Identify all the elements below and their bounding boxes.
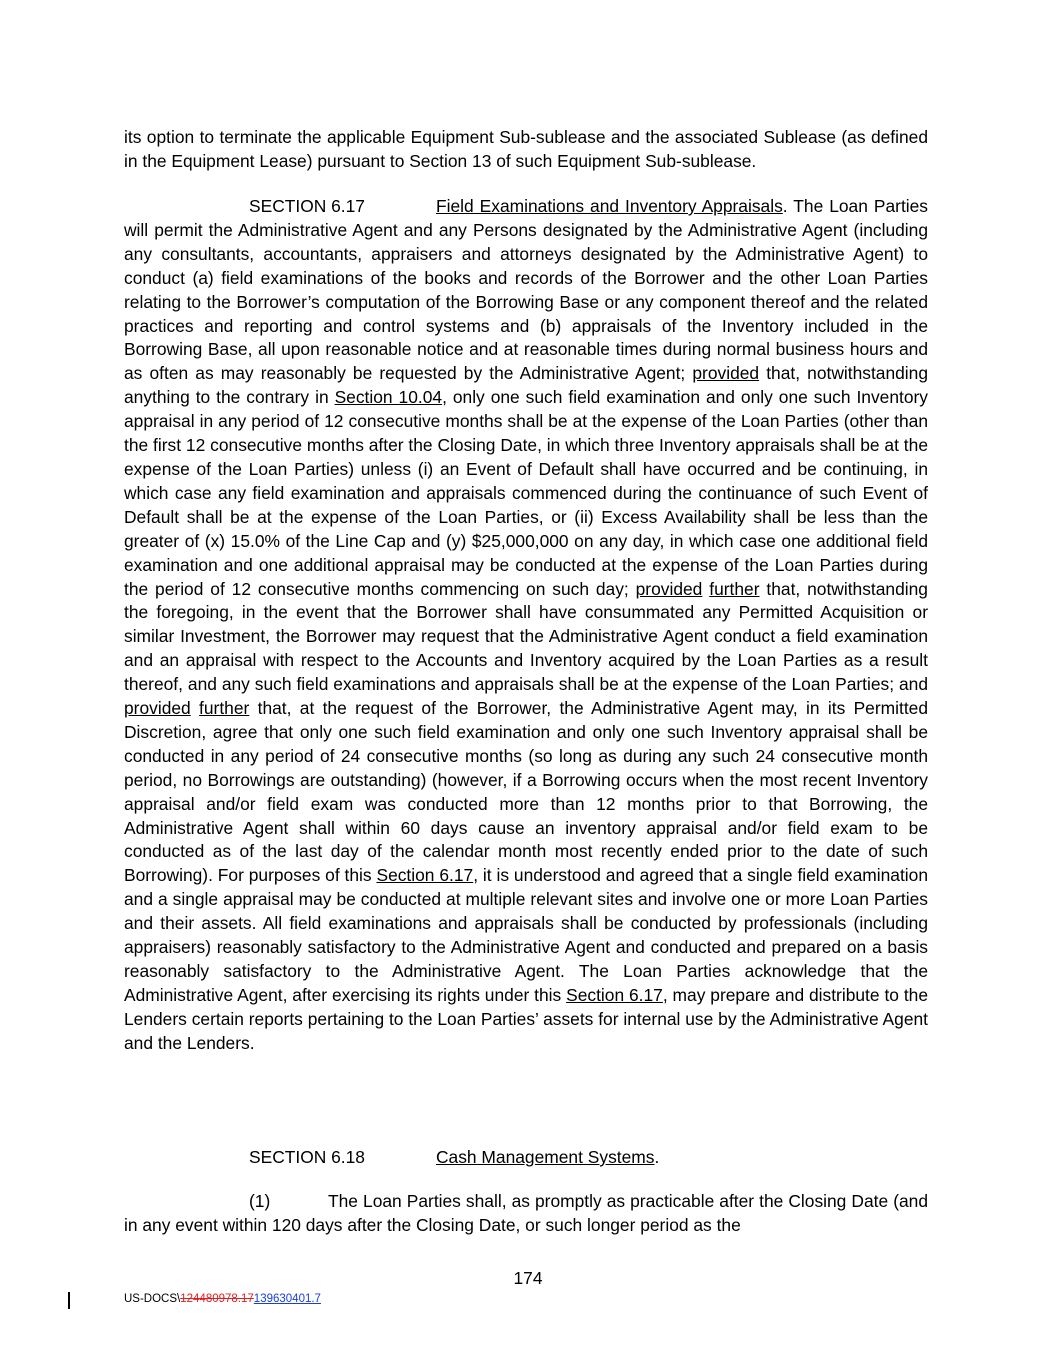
section-6-17-paragraph <box>124 195 928 1056</box>
inserted-doc-id: 139630401.7 <box>253 1293 321 1305</box>
provided-term: provided <box>124 698 191 719</box>
heading-period: . <box>654 1147 660 1167</box>
change-bar <box>68 1292 70 1309</box>
body-text: , it is understood and agreed that a single field examination and a single appraisal may be conducted at multiple relevant sites and involve one or more Loan Parties and their assets. All field examinations and appraisals shall be conducted by professionals (including appraisers) reasonably satisfactory to the Administrative Agent and conducted and prepared on a basis reasonably satisfactory to the Administrative Agent. The Loan Parties acknowledge that the Administrative Agent, after exercising its rights under this <box>124 865 928 1005</box>
paragraph-continuation: its option to terminate the applicable Equipment Sub-sublease and the associated Sublease (as defined in the Equipment Lease) pursuant to Section 13 of such Equipment Sub-sublease. <box>124 127 928 171</box>
section-number: SECTION 6.18 <box>249 1147 365 1167</box>
section-6-18-heading <box>249 1146 659 1170</box>
provided-term: provided <box>635 578 703 599</box>
page-number: 174 <box>513 1268 543 1288</box>
section-reference: Section 6.17 <box>376 865 474 886</box>
body-text: . The Loan Parties will permit the Administrative Agent and any Persons designated by the Administrative Agent (including any consultants, accountants, appraisers and attorneys designated by the Administrative Agent) to conduct (a) field examinations of the books and records of the Borrower and the other Loan Parties relating to the Borrower’s computation of the Borrowing Base or any component thereof and the related practices and reporting and control systems and (b) appraisals of the Inventory included in the Borrowing Base, all upon reasonable notice and at reasonable times during normal business hours and as often as may reasonably be requested by the Administrative Agent; <box>124 196 929 384</box>
section-reference: Section 10.04 <box>334 387 443 408</box>
subsection-1-paragraph <box>124 1190 928 1238</box>
body-text: The Loan Parties shall, as promptly as practicable after the Closing Date (and in any event within 120 days after the Closing Date, or such longer period as the <box>124 1191 928 1235</box>
further-term: further <box>709 578 760 599</box>
section-reference: Section 6.17 <box>566 984 663 1005</box>
further-term: further <box>199 698 250 719</box>
body-text: that, notwithstanding anything to the contrary in <box>124 363 929 408</box>
body-text: , only one such field examination and only one such Inventory appraisal in any period of 12 consecutive months shall be at the expense of the Loan Parties (other than the first 12 consecutive months after the Closing Date, in which three Inventory appraisals shall be at the expense of the Loan Parties) unless (i) an Event of Default shall have occurred and be continuing, in which case any field examination and appraisals commenced during the continuance of such Event of Default shall be at the expense of the Loan Parties, or (ii) Excess Availability shall be less than the greater of (x) 15.0% of the Line Cap and (y) $25,000,000 on any day, in which case one additional field examination and one additional appraisal may be conducted at the expense of the Loan Parties during the period of 12 consecutive months commencing on such day; <box>124 387 928 599</box>
body-text: , may prepare and distribute to the Lenders certain reports pertaining to the Loan Parties’ assets for internal use by the Administrative Agent and the Lenders. <box>124 984 928 1053</box>
section-title: Field Examinations and Inventory Appraisals <box>436 196 783 216</box>
document-id-footer <box>124 1293 321 1305</box>
body-text: that, at the request of the Borrower, the Administrative Agent may, in its Permitted Discretion, agree that only one such field examination and only one such Inventory appraisal shall be conducted in any period of 24 consecutive months (so long as during any such 24 consecutive month period, no Borrowings are outstanding) (however, if a Borrowing occurs when the most recent Inventory appraisal and/or field exam was conducted more than 12 months prior to that Borrowing, the Administrative Agent shall within 60 days cause an inventory appraisal and/or field exam to be conducted as of the last day of the calendar month most recently ended prior to the date of such Borrowing). For purposes of this <box>124 698 928 886</box>
deleted-doc-id: 124480978.17 <box>180 1293 254 1305</box>
body-text: that, notwithstanding the foregoing, in the event that the Borrower shall have consummated any Permitted Acquisition or similar Investment, the Borrower may request that the Administrative Agent conduct a field examination and an appraisal with respect to the Accounts and Inventory acquired by the Loan Parties as a result thereof, and any such field examinations and appraisals shall be at the expense of the Loan Parties; and <box>124 578 928 695</box>
doc-id-prefix: US-DOCS\ <box>124 1293 181 1305</box>
provided-term: provided <box>692 363 760 384</box>
section-number: SECTION 6.17 <box>249 196 365 216</box>
subsection-label: (1) <box>249 1191 271 1211</box>
section-title: Cash Management Systems <box>436 1147 655 1167</box>
